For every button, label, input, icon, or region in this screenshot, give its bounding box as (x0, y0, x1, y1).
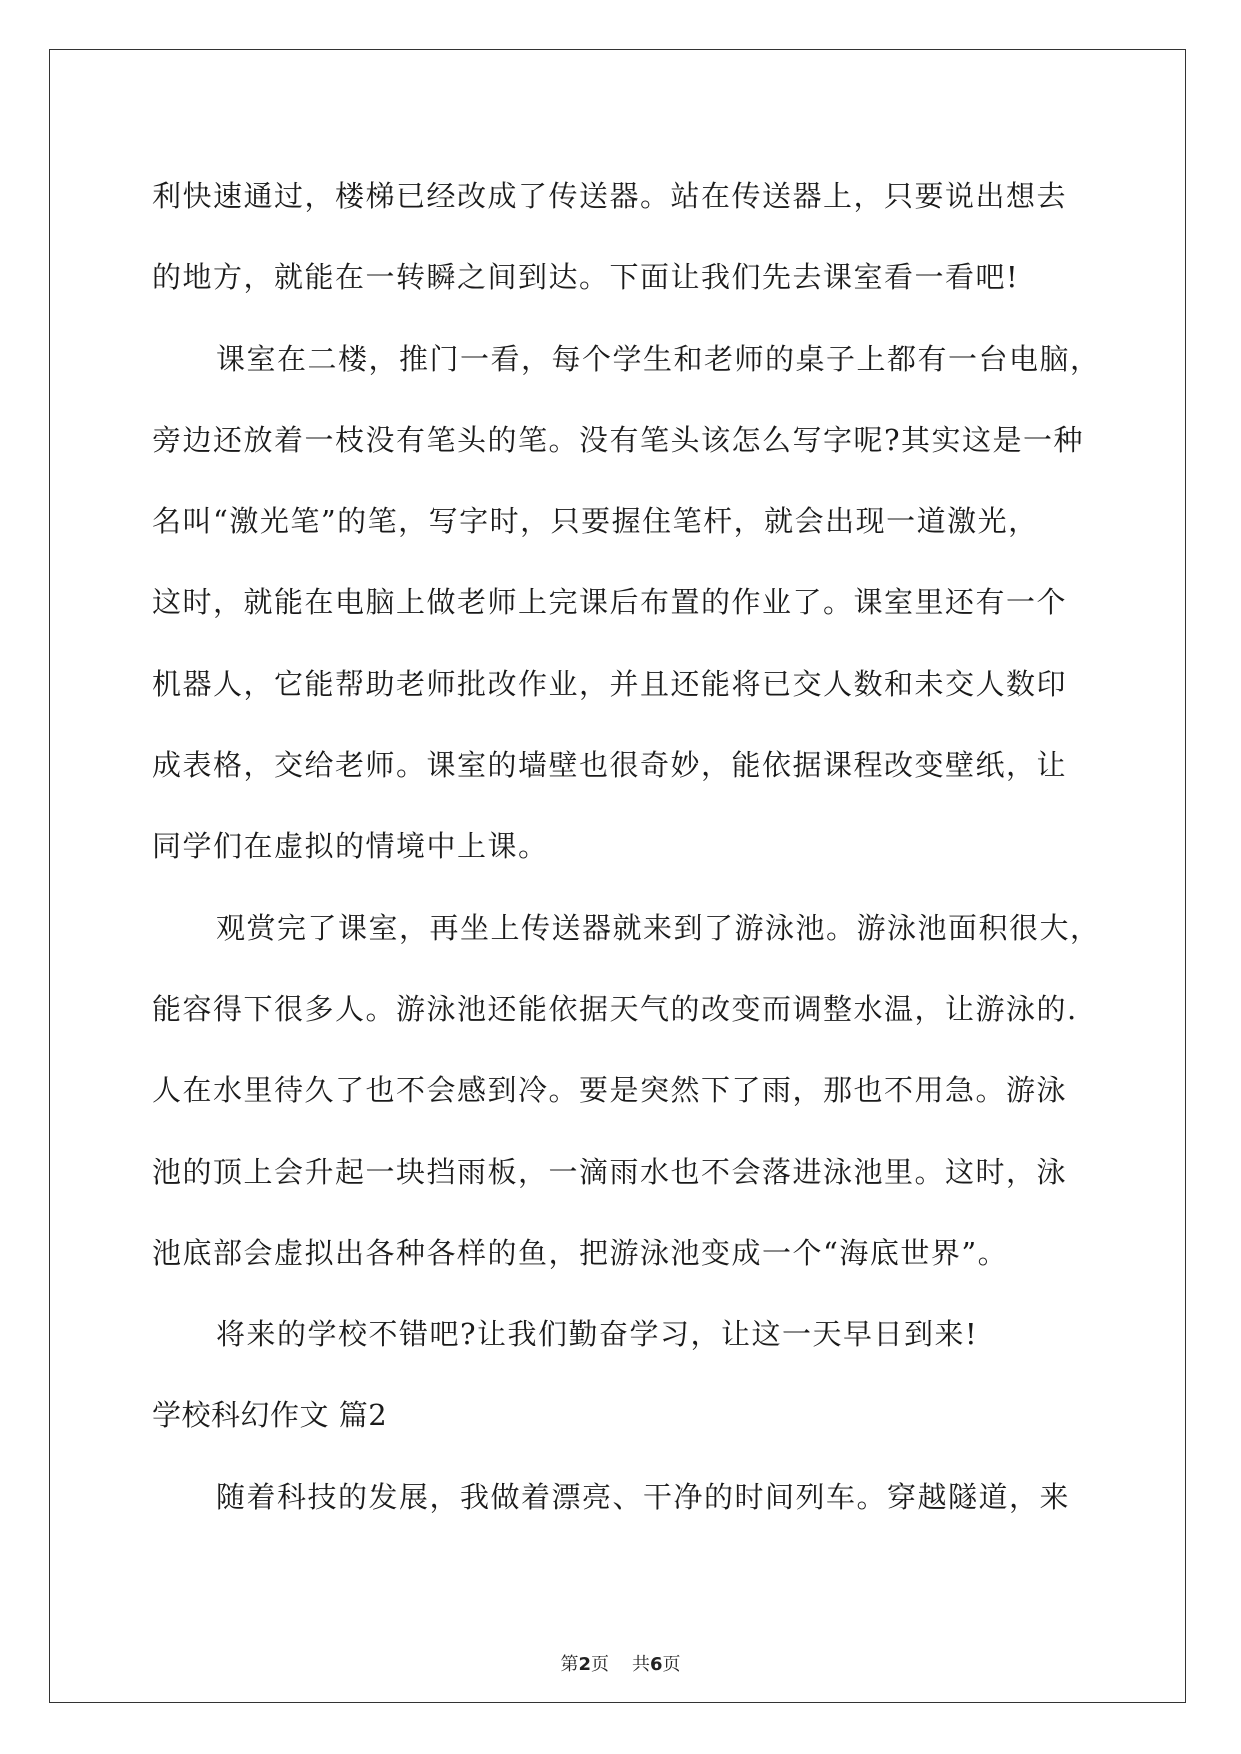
page-number: 第2页 (560, 1654, 610, 1675)
paragraph-line: 这时，就能在电脑上做老师上完课后布置的作业了。课室里还有一个 (152, 585, 1068, 620)
document-body (152, 156, 1101, 1538)
paragraph-line: 将来的学校不错吧?让我们勤奋学习，让这一天早日到来! (216, 1317, 979, 1352)
paragraph-line: 池底部会虚拟出各种各样的鱼，把游泳池变成一个“海底世界”。 (152, 1235, 1009, 1270)
paragraph-line: 能容得下很多人。游泳池还能依据天气的改变而调整水温，让游泳的. (152, 991, 1078, 1026)
section-heading: 学校科幻作文 篇2 (152, 1398, 388, 1433)
paragraph-line: 课室在二楼，推门一看，每个学生和老师的桌子上都有一台电脑， (216, 341, 1101, 376)
paragraph-line: 池的顶上会升起一块挡雨板，一滴雨水也不会落进泳池里。这时，泳 (152, 1154, 1068, 1189)
paragraph-line: 利快速通过，楼梯已经改成了传送器。站在传送器上，只要说出想去 (152, 179, 1068, 213)
paragraph-line: 机器人，它能帮助老师批改作业，并且还能将已交人数和未交人数印 (152, 666, 1068, 701)
paragraph-line: 随着科技的发展，我做着漂亮、干净的时间列车。穿越隧道，来 (216, 1479, 1071, 1514)
paragraph-line: 成表格，交给老师。课室的墙壁也很奇妙，能依据课程改变壁纸，让 (152, 748, 1068, 783)
paragraph-line: 的地方，就能在一转瞬之间到达。下面让我们先去课室看一看吧! (152, 260, 1020, 295)
page-footer (0, 1650, 1241, 1676)
paragraph-line: 名叫“激光笔”的笔，写字时，只要握住笔杆，就会出现一道激光， (152, 504, 1039, 539)
paragraph-line: 同学们在虚拟的情境中上课。 (152, 829, 549, 864)
page-total: 共6页 (631, 1654, 681, 1675)
paragraph-line: 旁边还放着一枝没有笔头的笔。没有笔头该怎么写字呢?其实这是一种 (152, 422, 1085, 457)
paragraph-line: 观赏完了课室，再坐上传送器就来到了游泳池。游泳池面积很大， (216, 910, 1101, 945)
paragraph-line: 人在水里待久了也不会感到冷。要是突然下了雨，那也不用急。游泳 (152, 1073, 1068, 1108)
